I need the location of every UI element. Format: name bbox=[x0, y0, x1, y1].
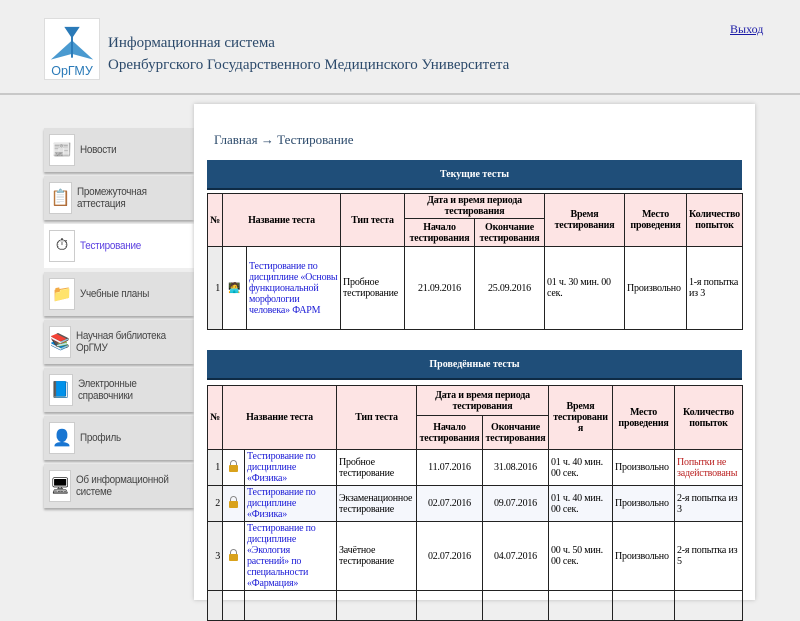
book-icon: 📘 bbox=[49, 374, 73, 406]
sidebar-item-news[interactable] bbox=[44, 128, 194, 172]
sidebar bbox=[44, 128, 194, 512]
row-num: 2 bbox=[208, 486, 223, 522]
test-link[interactable]: Тестирование по дисциплине «Физика» bbox=[247, 487, 316, 520]
attempts: Попытки не задействованы bbox=[675, 450, 743, 486]
table-row bbox=[208, 591, 743, 621]
attempts: 2-я попытка из 3 bbox=[675, 486, 743, 522]
start-date: 02.07.2016 bbox=[417, 522, 483, 591]
folder-icon: 📁 bbox=[49, 278, 75, 310]
user-test-icon: 🧑‍💻 bbox=[223, 247, 247, 330]
row-num: 3 bbox=[208, 522, 223, 591]
col-name: Название теста bbox=[223, 386, 337, 450]
test-duration: 00 ч. 50 мин. 00 сек. bbox=[549, 522, 613, 591]
test-type: Экзаменационное тестирование bbox=[337, 486, 417, 522]
current-tests-title: Текущие тесты bbox=[207, 160, 742, 190]
table-row bbox=[208, 450, 743, 486]
sidebar-item-attestation[interactable] bbox=[44, 176, 194, 220]
lock-icon bbox=[229, 496, 238, 508]
col-place: Место проведения bbox=[613, 386, 675, 450]
lock-icon bbox=[229, 460, 238, 472]
sidebar-item-about[interactable] bbox=[44, 464, 194, 508]
lock-icon bbox=[229, 549, 238, 561]
col-period: Дата и время периода тестирования bbox=[417, 386, 549, 416]
table-row bbox=[208, 486, 743, 522]
col-time: Время тестирования bbox=[545, 194, 625, 247]
test-duration: 01 ч. 40 мин. 00 сек. bbox=[549, 450, 613, 486]
start-date: 02.07.2016 bbox=[417, 486, 483, 522]
profile-icon: 👤 bbox=[49, 422, 75, 454]
past-tests-title: Проведённые тесты bbox=[207, 350, 742, 380]
test-duration: 01 ч. 30 мин. 00 сек. bbox=[545, 247, 625, 330]
sidebar-item-references[interactable] bbox=[44, 368, 194, 412]
sidebar-item-study-plans[interactable] bbox=[44, 272, 194, 316]
start-date: 21.09.2016 bbox=[405, 247, 475, 330]
monitor-icon: 🖥 bbox=[49, 470, 71, 502]
stopwatch-icon: ⏱ bbox=[49, 230, 75, 262]
col-end: Окончание тестирования bbox=[475, 219, 545, 247]
university-logo bbox=[44, 18, 100, 80]
col-start: Начало тестирования bbox=[405, 219, 475, 247]
attempts: 1-я попытка из 3 bbox=[687, 247, 743, 330]
test-link[interactable]: Тестирование по дисциплине «Экология растений» по специальности «Фармация» bbox=[247, 523, 316, 589]
clipboard-check-icon: 📋 bbox=[49, 182, 72, 214]
test-place: Произвольно bbox=[613, 450, 675, 486]
sidebar-item-label: Промежуточная аттестация bbox=[76, 186, 147, 210]
col-type: Тип теста bbox=[337, 386, 417, 450]
bookshelf-icon: 📚 bbox=[49, 326, 71, 358]
breadcrumb: Главная → Тестирование bbox=[214, 132, 354, 147]
svg-text:ОрГМУ: ОрГМУ bbox=[51, 64, 93, 79]
col-end: Окончание тестирования bbox=[483, 416, 549, 450]
col-num: № bbox=[208, 194, 223, 247]
test-place: Произвольно bbox=[613, 486, 675, 522]
sidebar-item-label: Тестирование bbox=[80, 240, 141, 252]
sidebar-item-label: Об информационной системе bbox=[76, 474, 169, 498]
system-title: Информационная система bbox=[108, 35, 275, 51]
sidebar-item-library[interactable] bbox=[44, 320, 194, 364]
start-date: 11.07.2016 bbox=[417, 450, 483, 486]
test-type: Пробное тестирование bbox=[341, 247, 405, 330]
sidebar-item-label: Научная библиотека ОрГМУ bbox=[76, 330, 167, 354]
table-row bbox=[208, 247, 743, 330]
col-start: Начало тестирования bbox=[417, 416, 483, 450]
sidebar-item-label: Новости bbox=[80, 144, 117, 156]
test-type: Пробное тестирование bbox=[337, 450, 417, 486]
col-attempts: Количество попыток bbox=[675, 386, 743, 450]
end-date: 09.07.2016 bbox=[483, 486, 549, 522]
col-attempts: Количество попыток bbox=[687, 194, 743, 247]
table-row bbox=[208, 522, 743, 591]
end-date: 31.08.2016 bbox=[483, 450, 549, 486]
row-num: 1 bbox=[208, 450, 223, 486]
current-tests-table bbox=[207, 193, 743, 330]
logout-link[interactable]: Выход bbox=[730, 22, 764, 36]
col-name: Название теста bbox=[223, 194, 341, 247]
end-date: 04.07.2016 bbox=[483, 522, 549, 591]
sidebar-item-label: Профиль bbox=[80, 432, 121, 444]
university-title: Оренбургского Государственного Медицинского Университета bbox=[108, 57, 510, 73]
test-duration: 01 ч. 40 мин. 00 сек. bbox=[549, 486, 613, 522]
sidebar-item-label: Электронные справочники bbox=[77, 378, 137, 402]
col-num: № bbox=[208, 386, 223, 450]
row-num: 1 bbox=[208, 247, 223, 330]
col-period: Дата и время периода тестирования bbox=[405, 194, 545, 219]
main-content bbox=[194, 104, 755, 600]
header bbox=[0, 0, 800, 95]
col-type: Тип теста bbox=[341, 194, 405, 247]
test-place: Произвольно bbox=[625, 247, 687, 330]
sidebar-item-profile[interactable] bbox=[44, 416, 194, 460]
past-tests-table bbox=[207, 385, 743, 621]
test-place: Произвольно bbox=[613, 522, 675, 591]
end-date: 25.09.2016 bbox=[475, 247, 545, 330]
sidebar-item-testing[interactable] bbox=[44, 224, 196, 268]
newspaper-icon: 📰 bbox=[49, 134, 75, 166]
test-type: Зачётное тестирование bbox=[337, 522, 417, 591]
sidebar-item-label: Учебные планы bbox=[80, 288, 150, 300]
col-time: Время тестирования bbox=[549, 386, 613, 450]
attempts: 2-я попытка из 5 bbox=[675, 522, 743, 591]
test-link[interactable]: Тестирование по дисциплине «Основы функциональной морфологии человека» ФАРМ bbox=[249, 260, 338, 316]
col-place: Место проведения bbox=[625, 194, 687, 247]
test-link[interactable]: Тестирование по дисциплине «Физика» bbox=[247, 451, 316, 484]
